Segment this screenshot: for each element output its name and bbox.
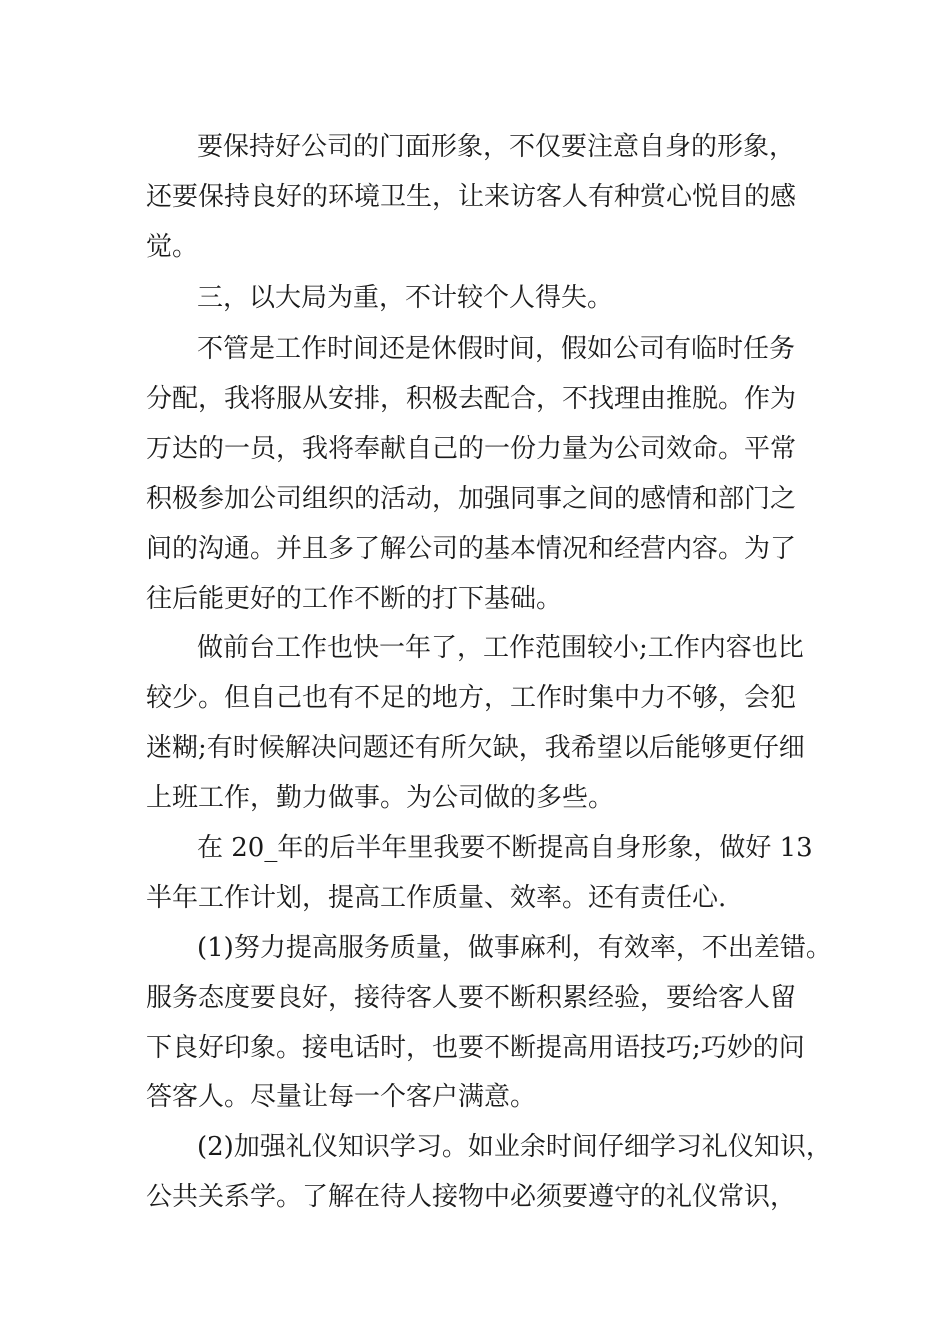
text-line: 较少。但自己也有不足的地方，工作时集中力不够，会犯 — [146, 683, 797, 713]
text-line: 在 20_年的后半年里我要不断提高自身形象，做好 13 — [197, 833, 813, 863]
text-line: (1)努力提高服务质量，做事麻利，有效率，不出差错。 — [197, 933, 832, 963]
text-line: 做前台工作也快一年了，工作范围较小;工作内容也比 — [197, 633, 804, 663]
text-line: 往后能更好的工作不断的打下基础。 — [146, 584, 563, 614]
text-line: 服务态度要良好，接待客人要不断积累经验，要给客人留 — [146, 983, 797, 1013]
text-line: 积极参加公司组织的活动，加强同事之间的感情和部门之 — [146, 484, 797, 514]
text-line: (2)加强礼仪知识学习。如业余时间仔细学习礼仪知识， — [197, 1132, 832, 1162]
text-line: 还要保持良好的环境卫生，让来访客人有种赏心悦目的感 — [146, 182, 797, 212]
text-line: 公共关系学。了解在待人接物中必须要遵守的礼仪常识， — [146, 1182, 797, 1212]
text-line: 半年工作计划，提高工作质量、效率。还有责任心. — [146, 883, 727, 913]
text-line: 要保持好公司的门面形象，不仅要注意自身的形象， — [197, 132, 796, 162]
text-line: 分配，我将服从安排，积极去配合，不找理由推脱。作为 — [146, 384, 797, 414]
text-line: 答客人。尽量让每一个客户满意。 — [146, 1082, 537, 1112]
text-line: 间的沟通。并且多了解公司的基本情况和经营内容。为了 — [146, 534, 797, 564]
text-line: 下良好印象。接电话时，也要不断提高用语技巧;巧妙的问 — [146, 1033, 805, 1063]
text-line: 上班工作，勤力做事。为公司做的多些。 — [146, 783, 615, 813]
text-line: 迷糊;有时候解决问题还有所欠缺，我希望以后能够更仔细 — [146, 733, 805, 763]
text-line: 不管是工作时间还是休假时间，假如公司有临时任务 — [197, 334, 796, 364]
section-heading: 三，以大局为重，不计较个人得失。 — [197, 283, 614, 313]
text-line: 万达的一员，我将奉献自己的一份力量为公司效命。平常 — [146, 434, 797, 464]
text-line: 觉。 — [146, 232, 199, 262]
